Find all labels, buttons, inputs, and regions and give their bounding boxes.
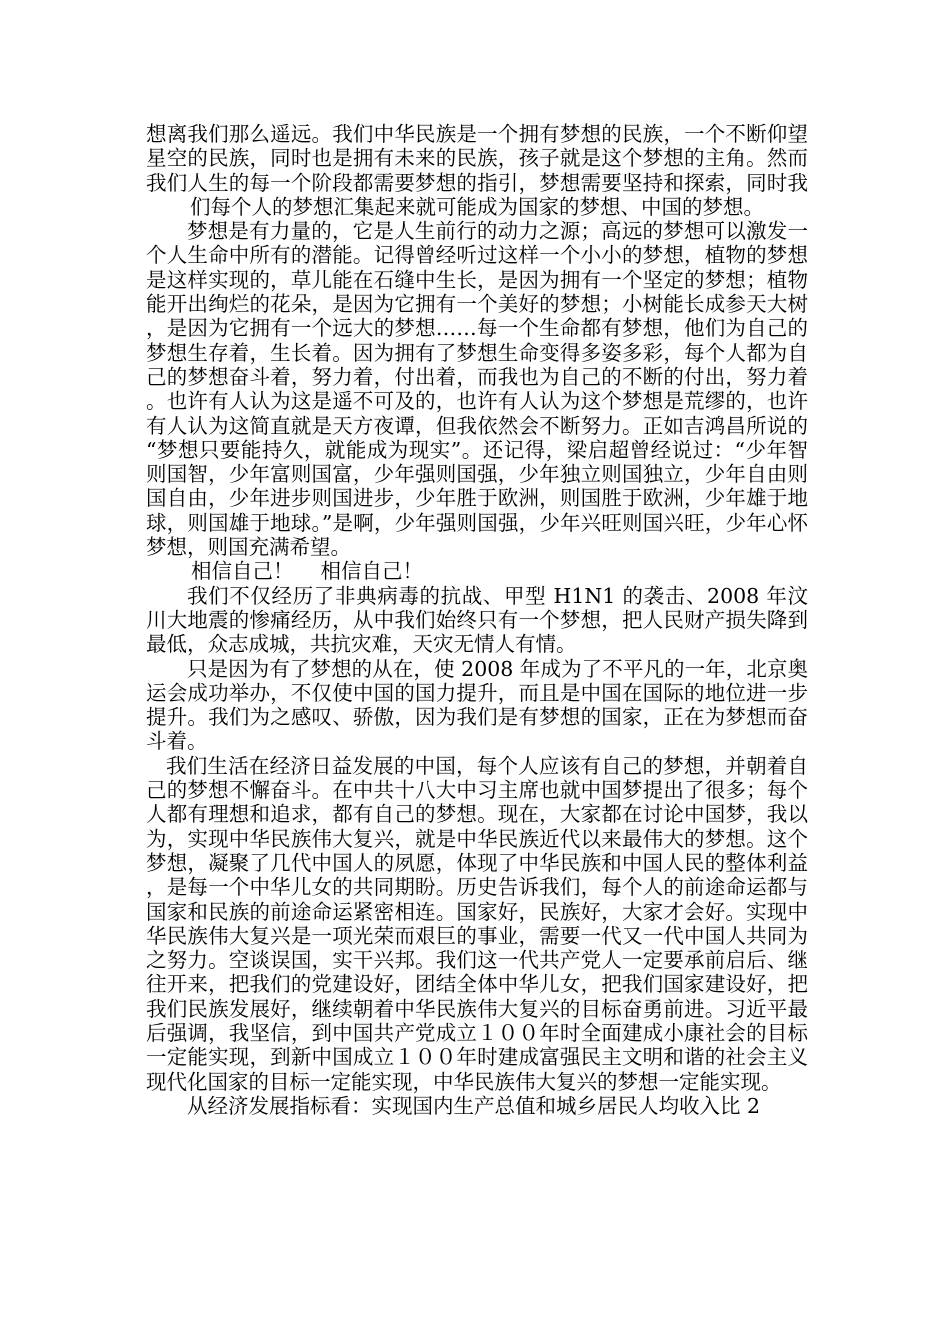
paragraph-china-dream: 我们生活在经济日益发展的中国，每个人应该有自己的梦想，并朝着自己的梦想不懈奋斗。在中共十八大中习主席也就中国梦提出了很多；每个人都有理想和追求，都有自己的梦想。现在，大家都在讨论中国梦，我以为，实现中华民族伟大复兴，就是中华民族近代以来最伟大的梦想。这个梦想，凝聚了几代中国人的夙愿，体现了中华民族和中国人民的整体利益，是每一个中华儿女的共同期盼。历史告诉我们，每个人的前途命运都与国家和民族的前途命运紧密相连。国家好，民族好，大家才会好。实现中华民族伟大复兴是一项光荣而艰巨的事业，需要一代又一代中国人共同为之努力。空谈误国，实干兴邦。我们这一代共产党人一定要承前启后、继往开来，把我们的党建设好，团结全体中华儿女，把我们国家建设好，把我们民族发展好，继续朝着中华民族伟大复兴的目标奋勇前进。习近平最后强调，我坚信，到中国共产党成立１００年时全面建成小康社会的目标一定能实现，到新中国成立１００年时建成富强民主文明和谐的社会主义现代化国家的目标一定能实现，中华民族伟大复兴的梦想一定能实现。 <box>146 753 808 1094</box>
paragraph-economic-indicators: 从经济发展指标看：实现国内生产总值和城乡居民人均收入比 2 <box>187 1093 761 1118</box>
paragraph-dream-power: 梦想是有力量的，它是人生前行的动力之源；高远的梦想可以激发一个人生命中所有的潜能。记得曾经听过这样一个小小的梦想，植物的梦想是这样实现的，草儿能在石缝中生长，是因为拥有一个坚定的梦想；植物能开出绚烂的花朵，是因为它拥有一个美好的梦想；小树能长成参天大树，是因为它拥有一个远大的梦想……每一个生命都有梦想，他们为自己的梦想生存着，生长着。因为拥有了梦想生命变得多姿多彩，每个人都为自己的梦想奋斗着，努力着，付出着，而我也为自己的不断的付出，努力着。也许有人认为这是遥不可及的，也许有人认为这个梦想是荒缪的，也许有人认为这简直就是天方夜谭，但我依然会不断努力。正如吉鸿昌所说的“梦想只要能持久，就能成为现实”。还记得，梁启超曾经说过：“少年智则国智，少年富则国富，少年强则国强，少年独立则国独立，少年自由则国自由，少年进步则国进步，少年胜于欧洲，则国胜于欧洲，少年雄于地球，则国雄于地球。”是啊，少年强则国强，少年兴旺则国兴旺，少年心怀梦想，则国充满希望。 <box>146 219 808 560</box>
paragraph-olympics: 只是因为有了梦想的从在，使 2008 年成为了不平凡的一年，北京奥运会成功举办，不仅使中国的国力提升，而且是中国在国际的地位进一步提升。我们为之感叹、骄傲，因为我们是有梦想的国家，正在为梦想而奋斗着。 <box>146 656 808 754</box>
paragraph-believe-yourself: 相信自己！ 相信自己！ <box>191 559 424 584</box>
document-body <box>146 122 808 1118</box>
paragraph-dream-intro: 想离我们那么遥远。我们中华民族是一个拥有梦想的民族，一个不断仰望星空的民族，同时也是拥有未来的民族，孩子就是这个梦想的主角。然而我们人生的每一个阶段都需要梦想的指引，梦想需要坚持和探索，同时我们每个人的梦想汇集起来就可能成为国家的梦想、中国的梦想。 <box>146 122 808 219</box>
paragraph-disasters: 我们不仅经历了非典病毒的抗战、甲型 H1N1 的袭击、2008 年汶川大地震的惨痛经历，从中我们始终只有一个梦想，把人民财产损失降到最低，众志成城，共抗灾难，天灾无情人有情。 <box>146 583 808 657</box>
